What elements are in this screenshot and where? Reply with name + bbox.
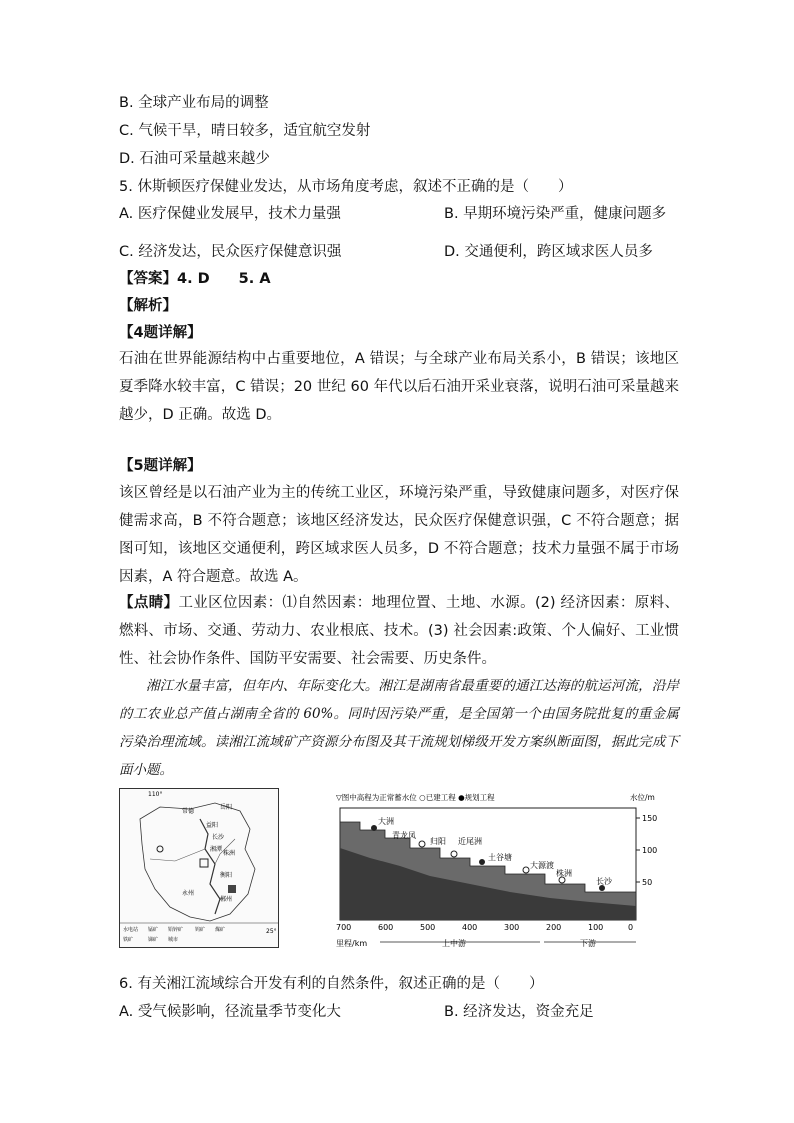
map-place: 株洲 [223,850,236,857]
station-label: 归阳 [430,837,446,846]
station-label: 青龙凤 [392,831,416,840]
station-marker [419,841,425,847]
profile-x-tick: 600 [378,923,394,932]
station-label: 大洲 [378,817,394,826]
mine-symbol-icon [200,859,208,867]
mine-symbol-icon [228,885,236,893]
station-marker [371,825,377,831]
profile-y-tick-label: 100 [642,846,658,855]
option-q5-a: A. 医疗保健业发展早，技术力量强 [119,206,341,222]
map-place: 郴州 [220,896,233,903]
option-q6-a: A. 受气候影响，径流量季节变化大 [119,1004,341,1020]
q5-detail-heading: 【5题详解】 [119,458,202,474]
profile-y-unit: 水位/m [630,793,655,802]
option-q5-b: B. 早期环境污染严重，健康问题多 [444,206,667,222]
map-legend-item: 锰矿 [148,927,159,933]
map-legend-item: 水电站 [123,927,139,933]
map-place: 永州 [182,890,195,897]
profile-header: ▽图中高程为正常蓄水位 ○已建工程 ●规划工程 [336,793,495,802]
point-label: 【点睛】 [119,595,179,611]
map-legend-item: 煤矿 [215,927,226,933]
q4-detail-heading: 【4题详解】 [119,325,202,341]
map-lat-label: 25° [266,928,277,935]
map-legend-item: 铅锌矿 [168,927,184,933]
station-marker [451,851,457,857]
map-place: 衡阳 [220,872,233,879]
option-q4-c: C. 气候干旱，晴日较多，适宜航空发射 [119,123,371,139]
profile-x-tick: 700 [336,923,352,932]
point-text: 工业区位因素：⑴自然因素：地理位置、土地、水源。(2) 经济因素：原料、燃料、市场、交通、劳动力、农业根底、技术。(3) 社会因素:政策、个人偏好、工业惯性、社会协作条件、国防平安需要、社会需要、历史条件。 [119,595,679,667]
point-block [119,589,679,673]
option-q5-d: D. 交通便利，跨区域求医人员多 [444,244,653,260]
profile-x-tick: 200 [546,923,562,932]
station-label: 土谷塘 [488,853,512,862]
material-text: 湘江水量丰富，但年内、年际变化大。湘江是湖南省最重要的通江达海的航运河流，沿岸的工农业总产值占湖南全省的 60%。同时因污染严重，是全国第一个由国务院批复的重金属污染治理流域。读湘江流域矿产资源分布图及其干流规划梯级开发方案纵断面图，据此完成下面小题。 [119,678,679,778]
xiangjiang-mineral-map [119,788,279,948]
map-legend-item: 铁矿 [123,937,134,943]
map-legend-item: 锑矿 [148,937,159,943]
option-q4-d: D. 石油可采量越来越少 [119,151,270,167]
station-marker [479,859,485,865]
profile-x-tick: 300 [504,923,520,932]
station-marker [523,867,529,873]
map-place: 常德 [182,808,195,815]
map-legend-item: 钨矿 [195,927,206,933]
station-label: 长沙 [596,877,612,886]
station-label: 近尾洲 [458,837,482,846]
analysis-heading: 【解析】 [119,298,177,314]
option-q4-b: B. 全球产业布局的调整 [119,95,269,111]
q4-detail-text: 石油在世界能源结构中占重要地位，A 错误；与全球产业布局关系小，B 错误；该地区夏季降水较丰富，C 错误；20 世纪 60 年代以后石油开采业衰落，说明石油可采量越来越少，D 正确。故选 D。 [119,351,679,423]
map-svg [120,789,278,947]
map-place: 岳阳 [220,804,233,811]
option-q6-b: B. 经济发达，资金充足 [444,1004,594,1020]
map-place: 益阳 [206,822,219,829]
basin-boundary [140,803,255,921]
question-5-stem: 5. 休斯顿医疗保健业发达，从市场角度考虑，叙述不正确的是（ ） [119,179,573,195]
option-q5-c: C. 经济发达，民众医疗保健意识强 [119,244,342,260]
map-place: 湘潭 [210,846,223,853]
profile-x-tick: 400 [462,923,478,932]
station-label: 株洲 [556,869,572,878]
profile-x-unit: 里程/km [336,939,368,948]
section-upper-label: 上中游 [442,939,466,948]
profile-y-tick-label: 50 [642,878,653,887]
profile-x-tick: 500 [420,923,436,932]
map-lon-label: 110° [148,791,163,798]
mine-symbol-icon [157,846,163,852]
map-place: 长沙 [212,834,225,841]
profile-x-tick: 0 [628,923,634,932]
profile-y-tick-label: 150 [642,814,658,823]
map-legend-item: 城市 [168,937,179,943]
answer-line: 【答案】4. D 5. A [119,271,271,287]
q5-detail-text: 该区曾经是以石油产业为主的传统工业区，环境污染严重，导致健康问题多，对医疗保健需求高，B 不符合题意；该地区经济发达，民众医疗保健意识强，C 不符合题意；据图可知，该地区交通便利，跨区域求医人员多，D 不符合题意；技术力量强不属于市场因素，A 符合题意。故选 A。 [119,485,679,585]
section-lower-label: 下游 [580,939,596,948]
question-6-stem: 6. 有关湘江流域综合开发有利的自然条件，叙述正确的是（ ） [119,976,544,992]
station-label: 大源渡 [530,861,554,870]
profile-x-tick: 100 [588,923,604,932]
profile-svg [330,788,680,953]
xiangjiang-profile-diagram [330,788,680,953]
